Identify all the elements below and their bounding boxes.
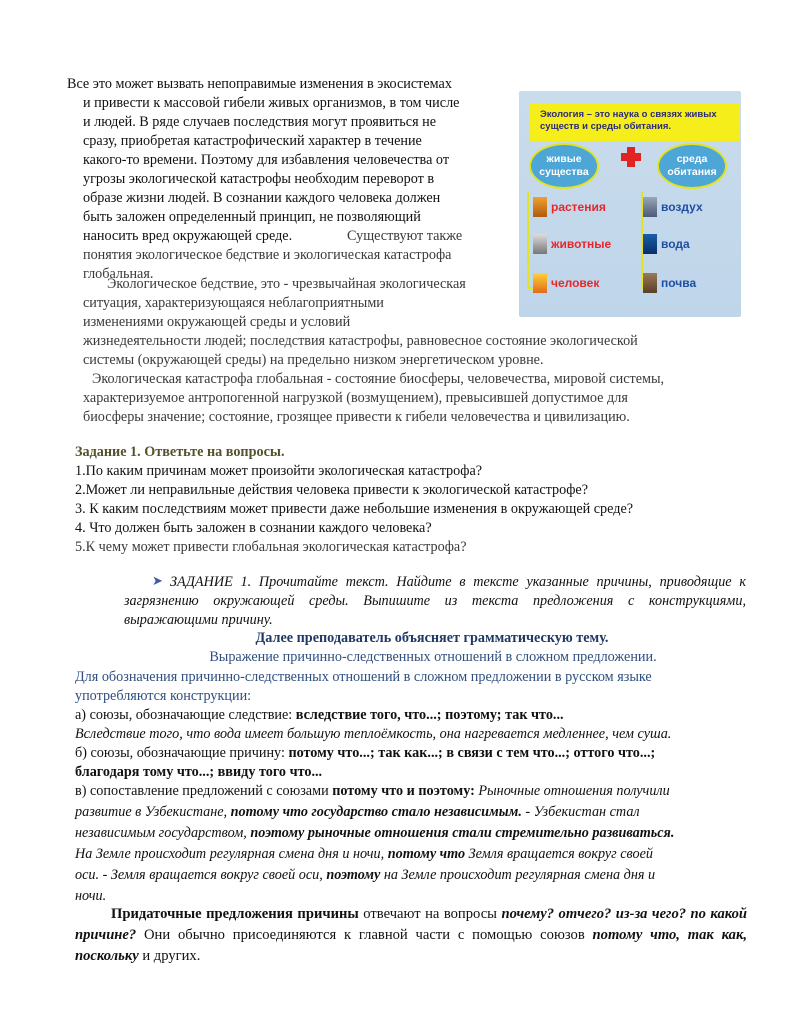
item-label: растения — [551, 200, 606, 214]
task1-heading: Задание 1. Ответьте на вопросы. — [75, 444, 285, 460]
item-c-label: в) сопоставление предложений с союзами — [75, 783, 333, 799]
item-c — [75, 782, 670, 801]
item-label: воздух — [661, 200, 703, 214]
example-text: оси. - Земля вращается вокруг своей оси, — [75, 867, 327, 883]
example-line — [75, 866, 655, 885]
plus-icon — [621, 147, 641, 167]
ecology-infographic — [519, 91, 741, 317]
text-line: Все это может вызвать непоправимые изменения в экосистемах — [67, 76, 452, 92]
example-text: ночи. — [75, 888, 107, 904]
item-label: почва — [661, 276, 697, 290]
question-2: 2.Может ли неправильные действия человека привести к экологической катастрофе? — [75, 482, 588, 498]
final-paragraph — [75, 904, 747, 967]
text-line: жизнедеятельности людей; последствия катастрофы, равновесное состояние экологической — [83, 333, 638, 349]
text-line: изменениями окружающей среды и условий — [83, 314, 351, 330]
example-line — [75, 845, 653, 864]
grammar-intro: употребляются конструкции: — [75, 688, 252, 704]
item-label: вода — [661, 237, 690, 251]
text-line: характеризуемое антропогенной нагрузкой (возмущением), превысившей допустимое для — [83, 390, 628, 406]
animal-icon — [533, 234, 547, 254]
item-human — [533, 273, 599, 293]
arrow-bullet-icon: ➤ — [152, 573, 163, 588]
soil-icon — [643, 273, 657, 293]
example-text: независимым государством, — [75, 825, 251, 841]
example-text: Земля вращается вокруг своей — [465, 846, 654, 862]
item-b — [75, 744, 655, 763]
item-label: человек — [551, 276, 600, 290]
grammar-subtitle: Выражение причинно-следственных отношений в сложном предложении. — [209, 649, 657, 665]
text-line: сразу, приобретая катастрофический характер в течение — [83, 133, 422, 149]
item-animals — [533, 234, 611, 254]
task2-instructions: ЗАДАНИЕ 1. Прочитайте текст. Найдите в тексте указанные причины, приводящие к загрязнению окружающей среды. Выпишите из текста предложения с конструкциями, выражающими причину. — [124, 574, 746, 628]
item-c-conjunctions: потому что и поэтому: — [332, 783, 475, 799]
text-line: Экологическое бедствие, это - чрезвычайная экологическая — [107, 276, 466, 292]
item-a-label: а) союзы, обозначающие следствие: — [75, 707, 296, 723]
text-line: быть заложен определенный принцип, не позволяющий — [83, 209, 421, 225]
item-a-example: Вследствие того, что вода имеет большую теплоёмкость, она нагревается медленнее, чем суша. — [75, 726, 672, 742]
text-line: Экологическая катастрофа глобальная - состояние биосферы, человечества, мировой системы, — [92, 371, 665, 387]
item-plants — [533, 197, 606, 217]
final-term: Придаточные предложения причины — [111, 906, 359, 922]
example-conjunction: потому что государство стало независимым. — [230, 804, 522, 820]
item-label: животные — [551, 237, 612, 251]
text-line: какого-то времени. Поэтому для избавления человечества от — [83, 152, 450, 168]
example-text: - Узбекистан стал — [521, 804, 640, 820]
air-icon — [643, 197, 657, 217]
final-text: и других. — [138, 948, 201, 964]
item-a-conjunctions: вследствие того, что...; поэтому; так что... — [295, 707, 564, 723]
item-b-conjunctions: благодаря тому что...; ввиду того что... — [75, 764, 323, 780]
text-line: и привести к массовой гибели живых организмов, в том числе — [83, 95, 460, 111]
living-beings-oval: живые существа — [529, 143, 599, 189]
example-text: развитие в Узбекистане, — [75, 804, 231, 820]
item-b-conjunctions: потому что...; так как...; в связи с тем что...; оттого что...; — [288, 745, 656, 761]
text-line: глобальная. — [83, 266, 154, 282]
text-line: Существуют также — [347, 228, 463, 244]
text-line: угрозы экологической катастрофы необходим переворот в — [83, 171, 435, 187]
text-line: биосферы значение; состояние, грозящее привести к гибели человечества и цивилизацию. — [83, 409, 630, 425]
example-text: Рыночные отношения получили — [474, 783, 670, 799]
final-conjunctions: потому что, так как, поскольку — [75, 927, 748, 964]
plant-icon — [533, 197, 547, 217]
question-5: 5.К чему может привести глобальная экологическая катастрофа? — [75, 539, 467, 555]
teacher-note: Далее преподаватель объясняет грамматическую тему. — [255, 630, 609, 646]
example-line — [75, 803, 640, 822]
item-a — [75, 706, 564, 725]
example-conjunction: поэтому рыночные отношения стали стремительно развиваться. — [250, 825, 675, 841]
question-4: 4. Что должен быть заложен в сознании каждого человека? — [75, 520, 432, 536]
item-water — [643, 234, 690, 254]
text-line: и людей. В ряде случаев последствия могут проявиться не — [83, 114, 437, 130]
question-3: 3. К каким последствиям может привести даже небольшие изменения в окружающей среде? — [75, 501, 634, 517]
habitat-oval: среда обитания — [657, 143, 727, 189]
final-questions: почему? отчего? из-за чего? по какой причине? — [75, 906, 747, 943]
water-icon — [643, 234, 657, 254]
example-text: на Земле происходит регулярная смена дня и — [380, 867, 656, 883]
final-text: Они обычно присоединяются к главной части с помощью союзов — [136, 927, 593, 943]
text-line: образе жизни людей. В сознании каждого человека должен — [83, 190, 441, 206]
text-line: наносить вред окружающей среде. — [83, 228, 293, 244]
text-line: понятия экологическое бедствие и экологическая катастрофа — [83, 247, 452, 263]
text-line: ситуация, характеризующаяся неблагоприятными — [83, 295, 384, 311]
example-text: На Земле происходит регулярная смена дня и ночи, — [75, 846, 388, 862]
example-line — [75, 824, 674, 843]
item-soil — [643, 273, 696, 293]
item-air — [643, 197, 703, 217]
example-conjunction: потому что — [387, 846, 466, 862]
item-b-label: б) союзы, обозначающие причину: — [75, 745, 289, 761]
question-1: 1.По каким причинам может произойти экологическая катастрофа? — [75, 463, 483, 479]
human-icon — [533, 273, 547, 293]
final-text: отвечают на вопросы — [358, 906, 502, 922]
grammar-intro: Для обозначения причинно-следственных отношений в сложном предложении в русском языке — [75, 669, 652, 685]
text-line: системы (окружающей среды) на предельно низком энергетическом уровне. — [83, 352, 544, 368]
example-conjunction: поэтому — [326, 867, 381, 883]
infographic-title: Экология – это наука о связях живых существ и среды обитания. — [530, 103, 740, 141]
